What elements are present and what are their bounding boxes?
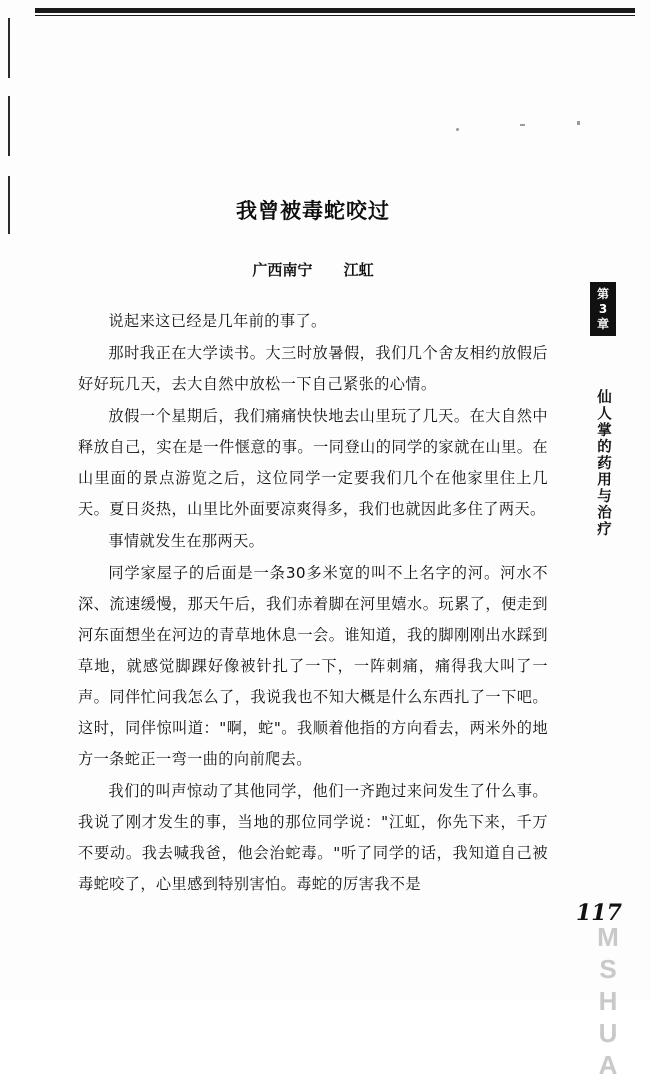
article-body: [78, 195, 548, 901]
paragraph: 那时我正在大学读书。大三时放暑假，我们几个舍友相约放假后好好玩几天，去大自然中放松一下自己紧张的心情。: [78, 344, 548, 393]
watermark: MSHUA: [593, 922, 623, 1082]
article-title: 我曾被毒蛇咬过: [236, 199, 390, 223]
binding-mark: [8, 176, 10, 234]
page-top-rule-thin: [35, 15, 635, 16]
chapter-badge: [590, 282, 616, 336]
paragraph: 事情就发生在那两天。: [108, 532, 265, 550]
page-number: 117: [576, 900, 622, 926]
paragraph: 我们的叫声惊动了其他同学，他们一齐跑过来问发生了什么事。我说了刚才发生的事，当地的那位同学说："江虹，你先下来，千万不要动。我去喊我爸，他会治蛇毒。"听了同学的话，我知道自己被毒蛇咬了，心里感到特别害怕。毒蛇的厉害我不是: [78, 782, 548, 893]
chapter-badge-line3: 章: [596, 316, 609, 331]
scan-speckle: [456, 128, 459, 131]
scan-speckle: [577, 121, 580, 125]
paragraph: 放假一个星期后，我们痛痛快快地去山里玩了几天。在大自然中释放自己，实在是一件惬意的事。一同登山的同学的家就在山里。在山里面的景点游览之后，这位同学一定要我们几个在他家里住上几天。夏日炎热，山里比外面要凉爽得多，我们也就因此多住了两天。: [78, 407, 548, 518]
byline: [78, 259, 548, 280]
byline-author: 江虹: [343, 261, 374, 279]
byline-city: 广西南宁: [252, 261, 313, 279]
chapter-tab: [586, 282, 620, 582]
binding-mark: [8, 96, 10, 156]
chapter-title-vertical: 仙人掌的药用与治疗: [595, 388, 611, 538]
chapter-badge-line2: 3: [598, 301, 608, 316]
page-top-rule: [35, 8, 635, 13]
binding-mark: [8, 18, 10, 78]
paragraph: 说起来这已经是几年前的事了。: [108, 312, 327, 330]
paragraph: 同学家屋子的后面是一条30多米宽的叫不上名字的河。河水不深、流速缓慢，那天午后，我们赤着脚在河里嬉水。玩累了，便走到河东面想坐在河边的青草地休息一会。谁知道，我的脚刚刚出水踩到草地，就感觉脚踝好像被针扎了一下，一阵刺痛，痛得我大叫了一声。同伴忙问我怎么了，我说我也不知大概是什么东西扎了一下吧。这时，同伴惊叫道："啊，蛇"。我顺着他指的方向看去，两米外的地方一条蛇正一弯一曲的向前爬去。: [78, 564, 548, 768]
scan-speckle: [520, 124, 525, 126]
chapter-badge-line1: 第: [596, 286, 609, 301]
